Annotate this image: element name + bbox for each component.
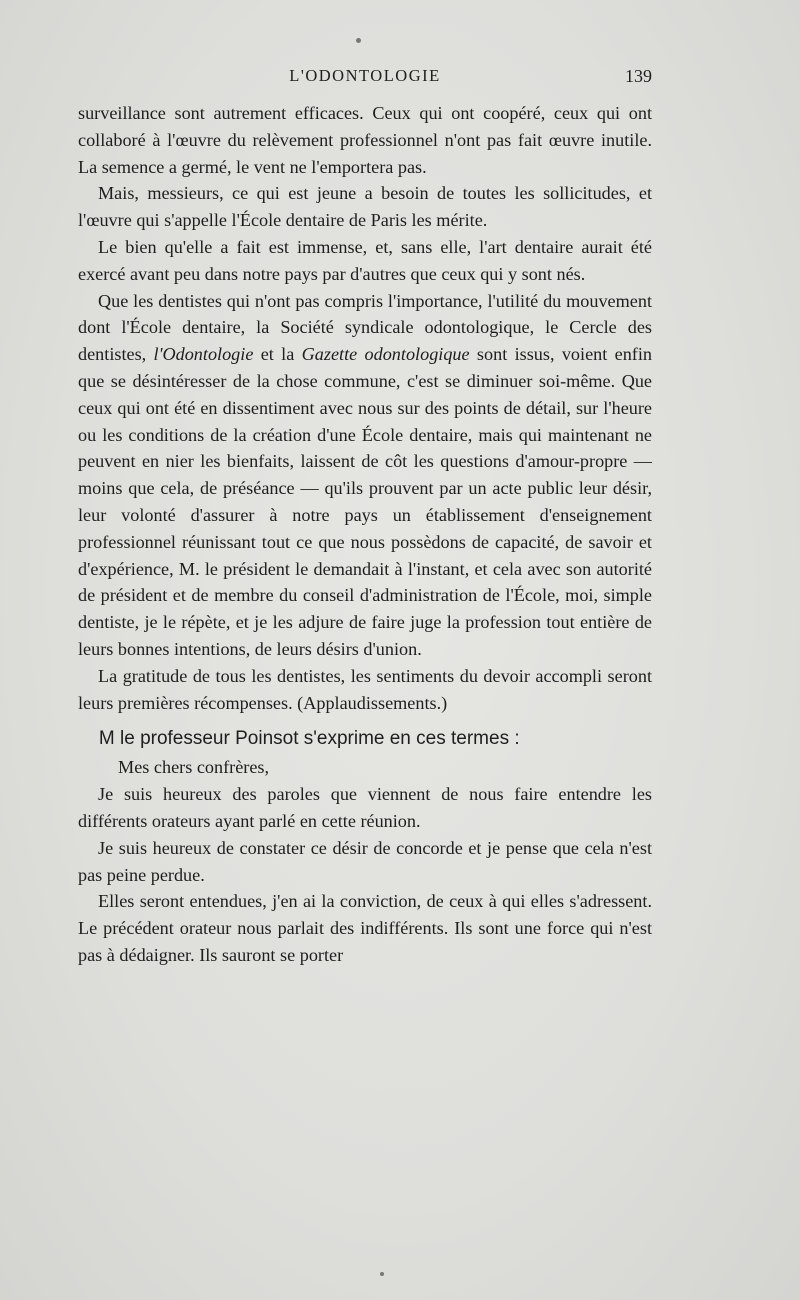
running-title: L'ODONTOLOGIE <box>289 66 441 85</box>
ink-mark-bottom <box>380 1272 384 1276</box>
journal-title-odontologie: l'Odontologie <box>153 344 254 365</box>
speaker-line: M le professeur Poinsot s'exprime en ces termes : <box>98 728 520 750</box>
paragraph-4 <box>78 288 652 663</box>
paragraph-4-text-a: Que les dentistes qui n'ont pas compris l'importance, l'utilité du mouvement dont l'École dentaire, la Société syndicale odontologique, le Cercle des dentistes, <box>78 290 652 365</box>
speech-paragraph-2: Je suis heureux de constater ce désir de concorde et je pense que cela n'est pas peine perdue. <box>78 837 652 885</box>
paragraph-1: surveillance sont autrement efficaces. Ceux qui ont coopéré, ceux qui ont collaboré à l'œuvre du relèvement professionnel n'ont pas fait œuvre inutile. La semence a germé, le vent ne l'emportera pas. <box>78 103 652 177</box>
page-header <box>78 62 652 90</box>
body-text <box>78 100 652 969</box>
paragraph-3: Le bien qu'elle a fait est immense, et, sans elle, l'art dentaire aurait été exercé avant peu dans notre pays par d'autres que ceux qui y sont nés. <box>78 236 652 284</box>
paragraph-4-text-b: et la <box>253 344 302 365</box>
paragraph-5: La gratitude de tous les dentistes, les sentiments du devoir accompli seront leurs premières récompenses. (Applaudissements.) <box>78 665 652 713</box>
speech-paragraph-1: Je suis heureux des paroles que viennent de nous faire entendre les différents orateurs ayant parlé en cette réunion. <box>78 784 652 831</box>
paragraph-4-text-c: sont issus, voient enfin que se désintéresser de la chose commune, c'est se diminuer soi-même. Que ceux qui ont été en dissentiment avec nous sur des points de détail, sur l'heure ou les conditions de la création d'une École dentaire, mais qui maintenant ne peuvent en nier les bienfaits, laissent de côt les questions d'amour-propre — moins que cela, de préséance — qu'ils prouvent par un acte public leur désir, leur volonté d'assurer à notre pays un établissement d'enseignement professionnel réunissant tout ce que nous possèdons de capacité, de savoir et d'expérience, M. le président le demandait à l'instant, et cela avec son autorité de président et de membre du conseil d'administration de l'École, moi, simple dentiste, je le répète, et je les adjure de faire juge la profession tout entière de leurs bonnes intentions, de leurs désirs d'union. <box>78 344 652 659</box>
speech-paragraph-3: Elles seront entendues, j'en ai la conviction, de ceux à qui elles s'adressent. Le précédent orateur nous parlait des indifférents. Ils sont une force qui n'est pas à dédaigner. Ils sauront se porter <box>78 891 652 965</box>
salutation: Mes chers confrères, <box>118 757 270 778</box>
page-number: 139 <box>625 66 652 86</box>
paragraph-2: Mais, messieurs, ce qui est jeune a besoin de toutes les sollicitudes, et l'œuvre qui s'appelle l'École dentaire de Paris les mérite. <box>78 183 652 231</box>
ink-mark-top <box>356 38 361 43</box>
journal-title-gazette: Gazette odontologique <box>301 344 470 365</box>
